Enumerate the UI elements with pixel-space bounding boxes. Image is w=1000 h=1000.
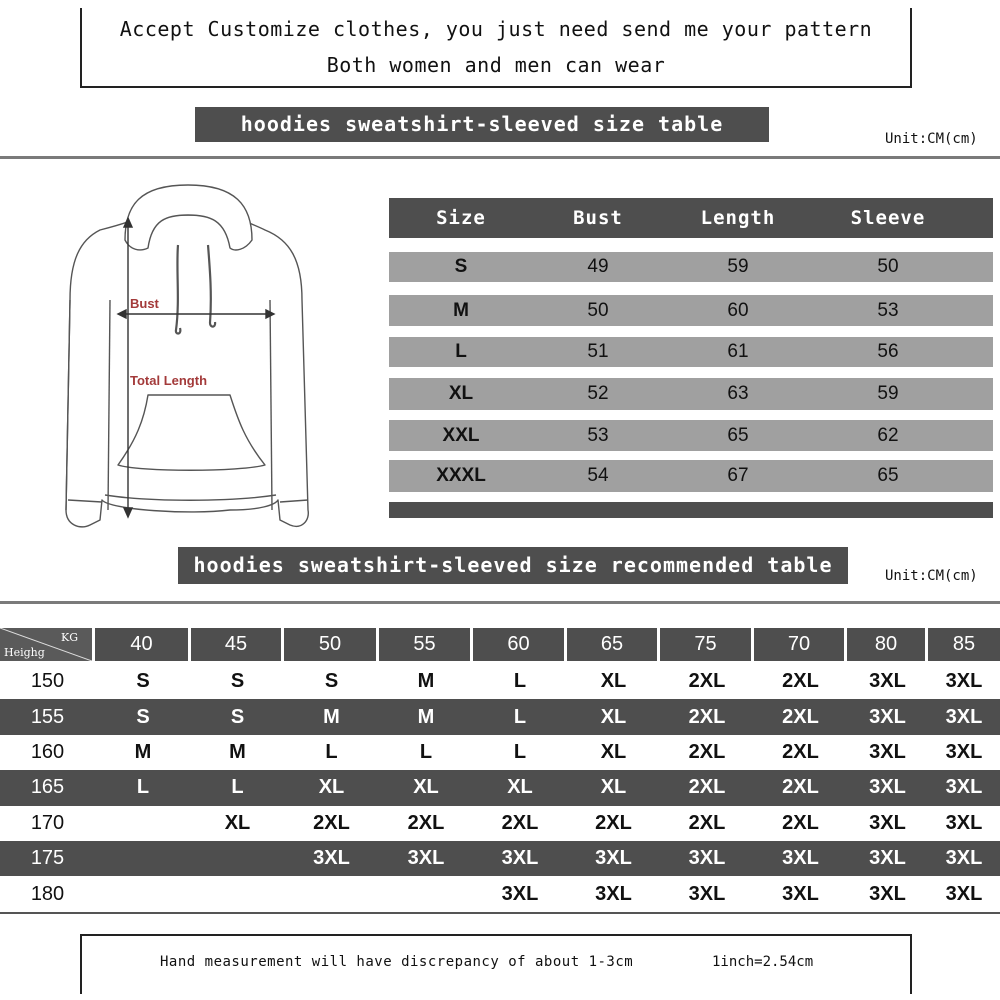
header-line-1: Accept Customize clothes, you just need send me your pattern bbox=[119, 17, 873, 41]
size-recommendation-cell: L bbox=[419, 740, 433, 763]
recommended-row bbox=[0, 664, 1000, 699]
size-recommendation-cell: M bbox=[229, 740, 246, 763]
weight-header-cell: 65 bbox=[567, 628, 660, 661]
corner-kg-label: KG bbox=[60, 631, 78, 644]
height-cell: 155 bbox=[30, 705, 65, 728]
size-recommendation-cell: L bbox=[136, 776, 150, 799]
length-cell: 67 bbox=[727, 465, 749, 486]
size-cell: M bbox=[453, 299, 469, 321]
size-recommendation-cell: XL bbox=[413, 776, 439, 799]
size-recommendation-cell: XL bbox=[224, 811, 251, 834]
size-recommendation-cell: 2XL bbox=[501, 811, 539, 834]
size-recommendation-cell: 3XL bbox=[688, 882, 726, 905]
recommended-bottom-rule bbox=[0, 912, 1000, 914]
size-recommendation-cell: 3XL bbox=[501, 847, 539, 870]
footer-conversion: 1inch=2.54cm bbox=[712, 954, 814, 970]
size-recommendation-cell: L bbox=[513, 740, 527, 763]
weight-header-cell: 50 bbox=[284, 628, 379, 661]
size-recommendation-cell: M bbox=[134, 740, 152, 763]
size-recommendation-cell: 3XL bbox=[945, 882, 983, 905]
recommended-unit: Unit:CM(cm) bbox=[885, 568, 978, 584]
weight-header-cell: 80 bbox=[847, 628, 928, 661]
size-recommendation-cell: 3XL bbox=[945, 847, 983, 870]
size-recommendation-cell: 3XL bbox=[869, 847, 906, 870]
header-line-2: Both women and men can wear bbox=[326, 53, 666, 77]
bust-cell: 50 bbox=[587, 299, 609, 321]
size-recommendation-cell: XL bbox=[600, 740, 627, 763]
weight-header-cell: 60 bbox=[473, 628, 567, 661]
size-cell: L bbox=[455, 341, 467, 362]
size-table-footer-bar bbox=[389, 502, 993, 518]
size-cell: XXL bbox=[442, 424, 480, 446]
length-cell: 65 bbox=[727, 424, 749, 446]
size-recommendation-cell: 2XL bbox=[595, 811, 632, 834]
size-recommendation-cell: 3XL bbox=[869, 811, 906, 834]
total-length-label: Total Length bbox=[130, 373, 208, 388]
weight-header-cell: 55 bbox=[379, 628, 473, 661]
size-recommendation-cell: 2XL bbox=[782, 776, 819, 799]
length-cell: 63 bbox=[727, 383, 749, 404]
bust-cell: 54 bbox=[587, 465, 609, 486]
size-recommendation-cell: M bbox=[417, 670, 435, 693]
footer-box bbox=[80, 934, 912, 994]
recommended-row bbox=[0, 876, 1000, 911]
size-table-header bbox=[389, 198, 993, 238]
size-recommendation-cell: 2XL bbox=[782, 705, 819, 728]
size-recommendation-cell: 3XL bbox=[945, 811, 983, 834]
size-table-col-bust: Bust bbox=[573, 207, 623, 229]
size-recommendation-cell: 3XL bbox=[782, 847, 819, 870]
size-recommendation-cell: S bbox=[230, 705, 245, 728]
size-recommendation-cell: L bbox=[325, 740, 338, 763]
divider-middle bbox=[0, 601, 1000, 604]
size-recommendation-cell: 3XL bbox=[688, 847, 726, 870]
size-recommendation-cell: 3XL bbox=[945, 670, 983, 693]
size-recommendation-cell: 3XL bbox=[945, 776, 983, 799]
size-table-row bbox=[389, 252, 993, 282]
size-recommendation-cell: S bbox=[324, 670, 339, 693]
size-recommendation-cell: M bbox=[323, 705, 340, 728]
size-recommendation-cell: 2XL bbox=[313, 811, 350, 834]
header-box bbox=[80, 8, 912, 88]
sleeve-cell: 65 bbox=[877, 465, 899, 486]
size-recommendation-cell: 3XL bbox=[945, 740, 983, 763]
size-recommendation-cell: 3XL bbox=[407, 847, 445, 870]
height-cell: 165 bbox=[30, 776, 65, 799]
size-recommendation-cell: S bbox=[136, 670, 150, 693]
sleeve-cell: 62 bbox=[877, 424, 899, 446]
weight-header-cell: 45 bbox=[191, 628, 284, 661]
size-recommendation-cell: XL bbox=[507, 776, 533, 799]
size-recommendation-cell: L bbox=[513, 670, 527, 693]
size-recommendation-cell: 2XL bbox=[688, 740, 726, 763]
bust-label: Bust bbox=[130, 296, 159, 311]
corner-height-label: Heighg bbox=[4, 646, 45, 659]
recommended-row bbox=[0, 770, 1000, 805]
size-recommendation-cell: XL bbox=[600, 776, 627, 799]
size-recommendation-cell: 3XL bbox=[501, 882, 539, 905]
size-recommendation-cell: 2XL bbox=[688, 705, 726, 728]
size-recommendation-cell: 3XL bbox=[869, 882, 906, 905]
size-recommendation-cell: 3XL bbox=[869, 740, 906, 763]
size-recommendation-cell: L bbox=[231, 776, 244, 799]
size-recommendation-cell: 3XL bbox=[595, 882, 632, 905]
corner-cell bbox=[0, 628, 95, 661]
height-cell: 150 bbox=[30, 670, 65, 693]
recommended-banner: hoodies sweatshirt-sleeved size recommended table bbox=[178, 547, 848, 584]
size-table-row bbox=[389, 337, 993, 367]
size-table-col-length: Length bbox=[700, 207, 776, 229]
size-cell: XL bbox=[448, 383, 474, 404]
recommended-row bbox=[0, 841, 1000, 876]
recommended-row bbox=[0, 806, 1000, 841]
divider-top bbox=[0, 156, 1000, 159]
size-recommendation-cell: 2XL bbox=[688, 811, 726, 834]
height-cell: 175 bbox=[30, 847, 65, 870]
size-table-col-size: Size bbox=[436, 207, 486, 229]
sleeve-cell: 53 bbox=[877, 299, 899, 321]
size-recommendation-cell: 3XL bbox=[595, 847, 632, 870]
sleeve-cell: 59 bbox=[877, 383, 899, 404]
size-table-row bbox=[389, 420, 993, 451]
size-table-banner: hoodies sweatshirt-sleeved size table bbox=[195, 107, 769, 142]
recommended-row bbox=[0, 699, 1000, 734]
size-table-col-sleeve: Sleeve bbox=[850, 207, 926, 229]
size-recommendation-cell: 3XL bbox=[869, 670, 906, 693]
size-recommendation-cell: 3XL bbox=[782, 882, 819, 905]
size-table-row bbox=[389, 295, 993, 326]
size-table-unit: Unit:CM(cm) bbox=[885, 131, 978, 147]
sleeve-cell: 50 bbox=[877, 256, 899, 277]
sleeve-cell: 56 bbox=[877, 341, 899, 362]
length-cell: 60 bbox=[727, 299, 749, 321]
height-cell: 160 bbox=[30, 740, 65, 763]
hoodie-diagram bbox=[40, 180, 360, 540]
size-cell: S bbox=[454, 256, 468, 277]
size-recommendation-cell: 3XL bbox=[313, 847, 350, 870]
size-recommendation-cell: XL bbox=[600, 705, 627, 728]
bust-cell: 53 bbox=[587, 424, 609, 446]
size-recommendation-cell: 3XL bbox=[945, 705, 983, 728]
recommended-header-row bbox=[0, 627, 1000, 662]
size-recommendation-cell: 2XL bbox=[782, 670, 819, 693]
size-recommendation-cell: 2XL bbox=[782, 811, 819, 834]
size-recommendation-cell: S bbox=[230, 670, 245, 693]
length-cell: 61 bbox=[727, 341, 749, 362]
height-cell: 170 bbox=[30, 811, 65, 834]
height-cell: 180 bbox=[30, 882, 65, 905]
footer-note: Hand measurement will have discrepancy of about 1-3cm bbox=[160, 954, 634, 970]
weight-header-cell: 85 bbox=[928, 628, 1000, 661]
size-table-row bbox=[389, 460, 993, 492]
bust-cell: 51 bbox=[587, 341, 609, 362]
bust-cell: 52 bbox=[587, 383, 609, 404]
size-recommendation-cell: 3XL bbox=[869, 776, 906, 799]
size-recommendation-cell: 2XL bbox=[407, 811, 445, 834]
size-recommendation-cell: S bbox=[136, 705, 150, 728]
size-table-row bbox=[389, 378, 993, 410]
size-recommendation-cell: XL bbox=[318, 776, 345, 799]
size-recommendation-cell: 3XL bbox=[869, 705, 906, 728]
recommended-row bbox=[0, 735, 1000, 770]
weight-header-cell: 40 bbox=[95, 628, 191, 661]
bust-cell: 49 bbox=[587, 256, 609, 277]
size-recommendation-cell: L bbox=[513, 705, 527, 728]
length-cell: 59 bbox=[727, 256, 749, 277]
size-recommendation-cell: 2XL bbox=[782, 740, 819, 763]
size-recommendation-cell: 2XL bbox=[688, 670, 726, 693]
weight-header-cell: 75 bbox=[660, 628, 754, 661]
weight-header-cell: 70 bbox=[754, 628, 847, 661]
size-recommendation-cell: XL bbox=[600, 670, 627, 693]
size-recommendation-cell: 2XL bbox=[688, 776, 726, 799]
size-cell: XXXL bbox=[436, 465, 486, 486]
size-recommendation-cell: M bbox=[417, 705, 435, 728]
recommended-rows bbox=[0, 664, 1000, 912]
